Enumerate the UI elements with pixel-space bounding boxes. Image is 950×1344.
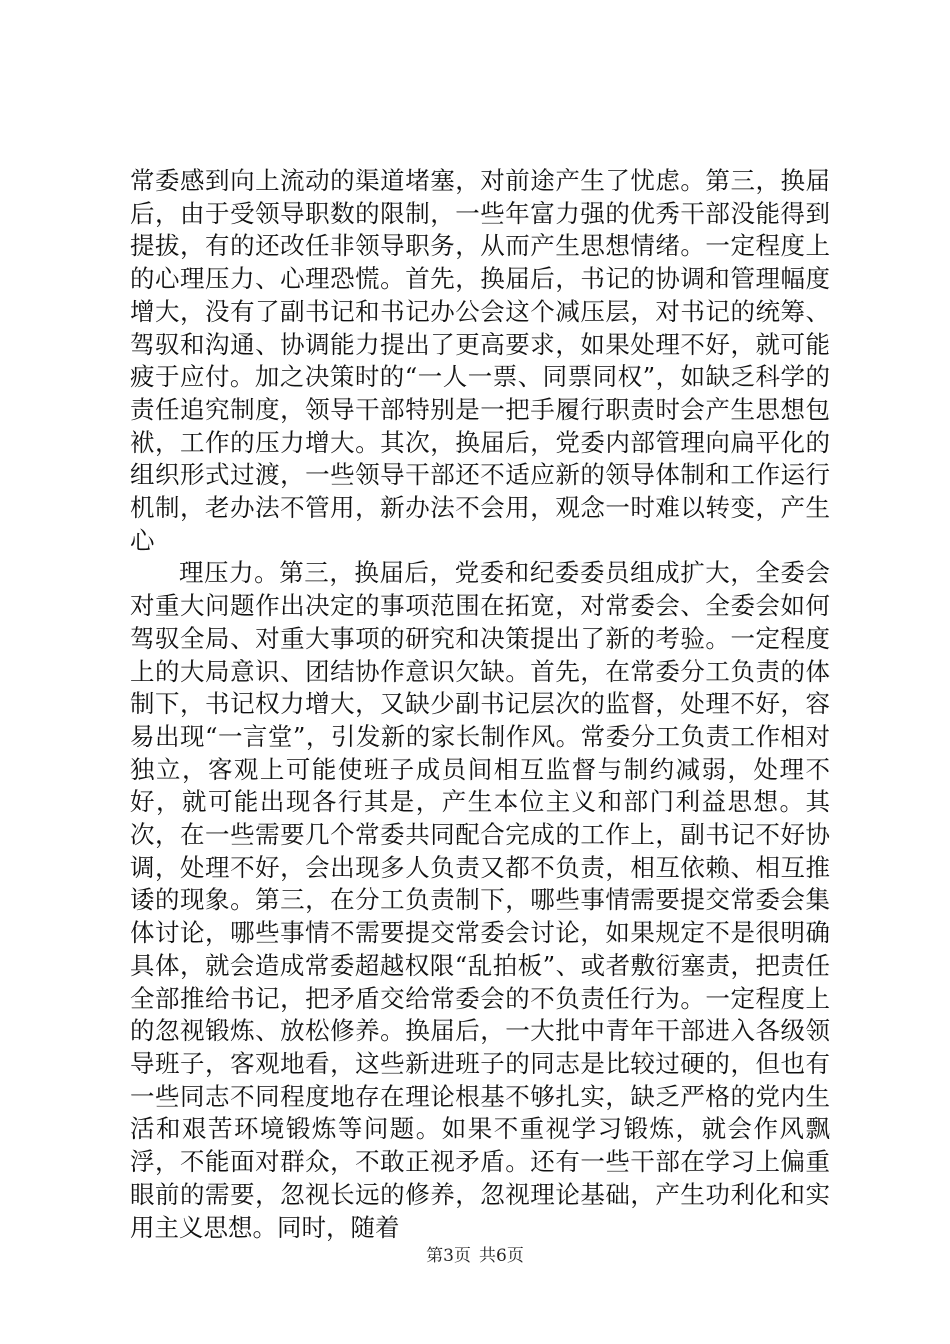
page-total: 共6页	[479, 1246, 524, 1266]
page-number: 第3页	[426, 1246, 471, 1266]
page-footer	[0, 1241, 950, 1266]
paragraph-1: 常委感到向上流动的渠道堵塞，对前途产生了忧虑。第三，换届后，由于受领导职数的限制，一些年富力强的优秀干部没能得到提拔，有的还改任非领导职务，从而产生思想情绪。一定程度上的心理压力、心理恐慌。首先，换届后，书记的协调和管理幅度增大，没有了副书记和书记办公会这个减压层，对书记的统筹、驾驭和沟通、协调能力提出了更高要求，如果处理不好，就可能疲于应付。加之决策时的“一人一票、同票同权”，如缺乏科学的责任追究制度，领导干部特别是一把手履行职责时会产生思想包袱，工作的压力增大。其次，换届后，党委内部管理向扁平化的组织形式过渡，一些领导干部还不适应新的领导体制和工作运行机制，老办法不管用，新办法不会用，观念一时难以转变，产生心	[130, 166, 830, 555]
paragraph-2: 理压力。第三，换届后，党委和纪委委员组成扩大，全委会对重大问题作出决定的事项范围在拓宽，对常委会、全委会如何驾驭全局、对重大事项的研究和决策提出了新的考验。一定程度上的大局意识、团结协作意识欠缺。首先，在常委分工负责的体制下，书记权力增大，又缺少副书记层次的监督，处理不好，容易出现“一言堂”，引发新的家长制作风。常委分工负责工作相对独立，客观上可能使班子成员间相互监督与制约减弱，处理不好，就可能出现各行其是，产生本位主义和部门利益思想。其次，在一些需要几个常委共同配合完成的工作上，副书记不好协调，处理不好，会出现多人负责又都不负责，相互依赖、相互推诿的现象。第三，在分工负责制下，哪些事情需要提交常委会集体讨论，哪些事情不需要提交常委会讨论，如果规定不是很明确具体，就会造成常委超越权限“乱拍板”、或者敷衍塞责，把责任全部推给书记，把矛盾交给常委会的不负责任行为。一定程度上的忽视锻炼、放松修养。换届后，一大批中青年干部进入各级领导班子，客观地看，这些新进班子的同志是比较过硬的，但也有一些同志不同程度地存在理论根基不够扎实，缺乏严格的党内生活和艰苦环境锻炼等问题。如果不重视学习锻炼，就会作风飘浮，不能面对群众，不敢正视矛盾。还有一些干部在学习上偏重眼前的需要，忽视长远的修养，忽视理论基础，产生功利化和实用主义思想。同时，随着	[130, 558, 830, 1242]
document-body	[130, 165, 830, 1244]
